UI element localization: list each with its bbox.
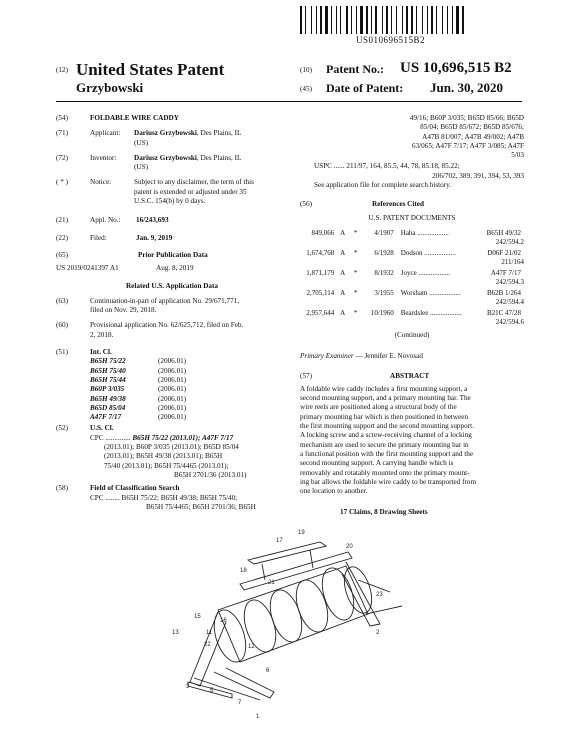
inventor-surname: Grzybowski [76, 80, 144, 95]
intcl-row [90, 357, 288, 366]
reference-name: Joyce .................. [400, 268, 450, 277]
barcode-bar [442, 6, 443, 34]
barcode-bar [409, 6, 410, 34]
intcl-code-value: B65H 49/38 [90, 394, 126, 403]
intcl-version: (2006.01) [158, 385, 187, 394]
barcode-number: US010696515B2 [356, 35, 426, 45]
classification-line: 49/16; B60P 3/035; B65D 85/66; B65D [409, 114, 524, 122]
applicant-name: Dariusz Grzybowski [134, 129, 197, 138]
abstract-line: primary mounting bar which is then positioned in between [300, 412, 469, 421]
reference-name: Worsham .................. [400, 288, 461, 297]
date-label: Date of Patent: [326, 81, 404, 95]
examiner-label: Primary Examiner [300, 352, 354, 361]
barcode-bar [358, 6, 359, 34]
reference-no: 1,871,179 [306, 268, 335, 277]
prior-pub-number: US 2019/0241397 A1 [56, 264, 119, 273]
notice-code: ( * ) [56, 178, 68, 187]
intcl-version: (2006.01) [158, 366, 187, 375]
intcl-row [90, 404, 288, 413]
patent-no-code: (10) [300, 66, 312, 74]
reference-star: * [353, 268, 358, 277]
barcode-bar [303, 6, 304, 34]
abstract-title: ABSTRACT [390, 371, 430, 380]
cont-line: filed on Nov. 29, 2018. [90, 306, 157, 315]
abstract-line: a functional position with the first mounting support and the [300, 449, 474, 458]
figure-label: 6 [266, 668, 270, 674]
notice-label: Notice: [90, 178, 112, 187]
cpc-line: B65H 2701/36 (2013.01) [174, 470, 247, 479]
barcode-bar [349, 6, 350, 34]
document-title: United States Patent [76, 60, 225, 79]
barcode-bar [460, 6, 461, 34]
refs-subtitle: U.S. PATENT DOCUMENTS [368, 213, 456, 222]
barcode-bar [369, 6, 370, 34]
figure-label: 22 [204, 642, 211, 648]
barcode-bar [427, 6, 428, 34]
figure-label: 3 [186, 684, 190, 690]
barcode-bar [406, 6, 408, 34]
patent-number: US 10,696,515 B2 [400, 60, 512, 76]
filed-date: Jan. 9, 2019 [136, 233, 173, 242]
reference-subclass: 242/594.4 [495, 297, 524, 306]
abstract-line: A foldable wire caddy includes a first mounting support, a [300, 384, 468, 393]
reference-kind: A [340, 288, 346, 297]
figure-label: 17 [276, 538, 283, 544]
barcode-bar [364, 6, 365, 34]
search-note: See application file for complete search history. [314, 181, 452, 190]
barcode-bar [416, 6, 417, 34]
barcode-bar [386, 6, 388, 34]
figure-label: 18 [240, 568, 247, 574]
uscl-title: U.S. Cl. [90, 424, 114, 433]
reference-star: * [353, 228, 358, 237]
date-code: (45) [300, 85, 312, 93]
barcode-bar [340, 6, 341, 34]
applicant-label: Applicant: [90, 129, 121, 138]
barcode-bar [382, 6, 383, 34]
field-title: Field of Classification Search [90, 484, 180, 493]
cont-line: Continuation-in-part of application No. 29/671,771, [90, 296, 240, 305]
reference-kind: A [340, 268, 346, 277]
notice-line: patent is extended or adjusted under 35 [134, 187, 247, 196]
reference-no: 2,957,644 [306, 308, 335, 317]
reference-name: Haha .................. [400, 228, 449, 237]
figure-label: 1 [256, 714, 260, 720]
cpc-line: 75/40 (2013.01); B65H 75/4465 (2013.01); [104, 461, 229, 470]
reference-kind: A [340, 228, 346, 237]
barcode-bar [313, 6, 315, 34]
reference-star: * [353, 248, 358, 257]
prior-pub-title: Prior Publication Data [138, 250, 208, 259]
cont-code: (63) [56, 296, 68, 305]
filed-code: (22) [56, 233, 68, 242]
classification-line: 5/03 [511, 151, 524, 160]
barcode-bar [436, 6, 437, 34]
reference-no: 2,705,114 [306, 288, 335, 297]
abstract-line: second mounting support, and a primary mounting bar. The [300, 394, 471, 403]
prov-line: Provisional application No. 62/625,712, filed on Feb. [90, 321, 244, 330]
applicant-code: (71) [56, 129, 68, 138]
figure-label: 13 [172, 630, 179, 636]
reference-date: 10/1960 [370, 308, 394, 317]
barcode-bar [378, 6, 381, 34]
intcl-row [90, 395, 288, 404]
reference-subclass: 211/164 [501, 257, 524, 266]
field-code: (58) [56, 484, 68, 493]
barcode-bar [393, 6, 395, 34]
claims-summary: 17 Claims, 8 Drawing Sheets [340, 508, 428, 516]
cpc-line: B65H 75/22 (2013.01); A47F 7/17 [132, 433, 234, 442]
carrying-handle [248, 542, 326, 564]
header-rule [56, 101, 522, 102]
appl-code: (21) [56, 216, 68, 225]
prior-pub-date: Aug. 8, 2019 [156, 264, 194, 273]
abstract-line: A locking screw and a screw-receiving channel of a locking [300, 431, 472, 440]
intcl-version: (2006.01) [158, 375, 187, 384]
appl-label: Appl. No.: [90, 216, 121, 225]
cpc-line: (2013.01); B65H 49/38 (2013.01); B65H [104, 452, 223, 461]
barcode-bar [331, 6, 332, 34]
intcl-list [56, 357, 288, 422]
reference-name: Beardslee .................. [400, 308, 462, 317]
reference-subclass: 242/594.3 [495, 277, 524, 286]
figure-label: 21 [268, 580, 275, 586]
intcl-version: (2006.01) [158, 394, 187, 403]
barcode-bar [305, 6, 306, 34]
barcode-bar [318, 6, 319, 34]
barcode-bar [402, 6, 403, 34]
prior-code: (65) [56, 250, 68, 259]
intcl-row [90, 385, 288, 394]
abstract-text [300, 385, 524, 497]
reference-kind: A [340, 308, 346, 317]
title-code: (54) [56, 114, 68, 122]
barcode-bar [307, 6, 310, 34]
abstract-line: wire reels are positioned along a structural body of the [300, 403, 457, 412]
examiner-separator: — [353, 352, 365, 361]
figure-label: 5 [210, 688, 214, 694]
barcode-bar [454, 6, 455, 34]
reference-no: 1,674,768 [306, 248, 335, 257]
figure-label: 20 [346, 544, 353, 550]
barcode-bar [360, 6, 363, 34]
barcode-bar [375, 6, 377, 34]
classification-line: 63/065; A47F 7/17; A47F 3/085; A47F [411, 141, 524, 150]
intcl-version: (2006.01) [158, 413, 187, 422]
barcode [300, 6, 490, 34]
reference-row [300, 229, 524, 238]
barcode-bar [323, 6, 324, 34]
intcl-title: Int. Cl. [90, 348, 112, 357]
intcl-code-value: B60P 3/035 [90, 385, 125, 394]
field-cpc-line: CPC ........ B65H 75/22; B65H 49/38; B65H 75/40; [90, 493, 238, 502]
figure-label: 2 [376, 630, 380, 636]
barcode-bar [329, 6, 330, 34]
inventor-label: Inventor: [90, 153, 117, 162]
patent-no-label: Patent No.: [326, 62, 384, 76]
reference-star: * [353, 308, 358, 317]
barcode-bar [404, 6, 405, 34]
intcl-version: (2006.01) [158, 357, 187, 366]
reference-cls: B65H 49/32 [486, 228, 521, 237]
patent-date: Jun. 30, 2020 [430, 80, 503, 95]
figure-label: 19 [298, 530, 305, 536]
barcode-bar [418, 6, 421, 34]
intcl-row [90, 367, 288, 376]
barcode-bar [300, 6, 302, 34]
intcl-row [90, 376, 288, 385]
figure-label: 15 [194, 614, 201, 620]
barcode-bar [422, 6, 423, 34]
barcode-bar [342, 6, 345, 34]
reference-name: Dodson .................. [400, 248, 456, 257]
inventor-location: , Des Plains, IL [196, 153, 242, 162]
barcode-bar [373, 6, 374, 34]
figure-label: 16 [220, 618, 227, 624]
intcl-code-value: A47F 7/17 [90, 413, 122, 422]
barcode-bar [452, 6, 453, 34]
barcode-bar [356, 6, 357, 34]
figure-label: 23 [376, 592, 383, 598]
abstract-line: removably and rotatably mounted onto the primary mount- [300, 468, 470, 477]
barcode-bar [449, 6, 451, 34]
reference-row [300, 269, 524, 278]
reference-date: 3/1955 [374, 288, 394, 297]
abstract-code: (57) [300, 371, 312, 380]
barcode-bar [434, 6, 435, 34]
continued-note: (Continued) [394, 330, 430, 339]
intcl-code-value: B65D 85/04 [90, 403, 126, 412]
cpc-line: (2013.01); B60P 3/035 (2013.01); B65D 85/04 [104, 443, 239, 452]
application-number: 16/243,693 [136, 216, 169, 225]
reference-star: * [353, 288, 358, 297]
barcode-bar [447, 6, 448, 34]
notice-line: U.S.C. 154(b) by 0 days. [134, 197, 206, 206]
reference-row [300, 249, 524, 258]
prov-code: (60) [56, 321, 68, 330]
barcode-bar [333, 6, 335, 34]
applicant-country: (US) [134, 138, 148, 147]
reference-date: 8/1932 [374, 268, 394, 277]
barcode-bar [336, 6, 337, 34]
patent-drawing [170, 522, 410, 722]
barcode-bar [325, 6, 328, 34]
barcode-bar [444, 6, 446, 34]
abstract-line: the first mounting support and the second mounting support. [300, 422, 474, 431]
figure-label: 11 [206, 630, 213, 636]
examiner-name: Jennifer E. Novosad [364, 352, 423, 361]
applicant-location: , Des Plains, IL [196, 129, 242, 138]
barcode-bar [396, 6, 397, 34]
barcode-bar [429, 6, 430, 34]
barcode-bar [398, 6, 401, 34]
cpc-label: CPC .............. [90, 433, 131, 442]
first-mounting-support [190, 612, 274, 700]
reference-row [300, 309, 524, 318]
reference-cls: D06F 21/02 [487, 248, 521, 257]
reference-kind: A [340, 248, 346, 257]
barcode-bar [456, 6, 459, 34]
barcode-bar [391, 6, 392, 34]
reference-cls: A47F 7/17 [490, 268, 521, 277]
right-column [300, 114, 524, 496]
prov-line: 2, 2018. [90, 330, 114, 339]
barcode-bar [462, 6, 464, 34]
field-cpc-line: B65H 75/4465; B65H 2701/36; B65H [146, 502, 256, 511]
intcl-code-value: B65H 75/22 [90, 357, 126, 366]
barcode-bar [414, 6, 415, 34]
reference-date: 4/1907 [374, 228, 394, 237]
inventor-code: (72) [56, 153, 68, 162]
abstract-line: second mounting support. A carrying handle which is [300, 459, 454, 468]
intcl-code-value: B65H 75/44 [90, 375, 126, 384]
related-title: Related U.S. Application Data [125, 281, 219, 290]
barcode-bar [320, 6, 322, 34]
uspc-line: 211/97, 164, 85.5, 44, 78, 85.18, 85.22; [346, 162, 460, 171]
intcl-code: (51) [56, 348, 68, 357]
barcode-bar [384, 6, 385, 34]
barcode-bar [411, 6, 413, 34]
uspc-label: USPC ...... [314, 162, 345, 171]
notice-line: Subject to any disclaimer, the term of this [134, 178, 254, 187]
barcode-bar [438, 6, 441, 34]
refs-code: (56) [300, 200, 312, 209]
figure-label: 12 [248, 644, 255, 650]
barcode-bar [389, 6, 390, 34]
reference-date: 6/1928 [374, 248, 394, 257]
invention-title: FOLDABLE WIRE CADDY [90, 114, 179, 122]
inventor-name: Dariusz Grzybowski [134, 153, 197, 162]
figure-label: 7 [238, 700, 242, 706]
uspc-line: 206/702, 389, 391, 394, 53, 393 [432, 171, 524, 180]
reference-cls: B62B 1/264 [486, 288, 521, 297]
barcode-bar [424, 6, 426, 34]
barcode-bar [366, 6, 368, 34]
classification-line: 85/04; B65D 85/672; B65D 85/676; [420, 123, 524, 132]
abstract-line: ing bar allows the foldable wire caddy to be transported from [300, 477, 477, 486]
intcl-version: (2006.01) [158, 403, 187, 412]
refs-title: References Cited [372, 200, 424, 209]
reference-no: 849,066 [311, 228, 335, 237]
barcode-bar [338, 6, 339, 34]
reel [208, 606, 251, 666]
intcl-code-value: B65H 75/40 [90, 366, 126, 375]
references-list [300, 229, 524, 327]
barcode-bar [465, 6, 466, 34]
left-column [56, 114, 288, 512]
reference-subclass: 242/594.2 [495, 237, 524, 246]
barcode-bar [371, 6, 372, 34]
barcode-bar [431, 6, 433, 34]
intcl-row [90, 413, 288, 422]
barcode-bar [316, 6, 317, 34]
reference-cls: B21C 47/28 [486, 308, 521, 317]
filed-label: Filed: [90, 233, 107, 242]
reference-row [300, 289, 524, 298]
barcode-bar [311, 6, 312, 34]
barcode-bar [346, 6, 348, 34]
abstract-line: one location to another. [300, 487, 368, 496]
uscl-code: (52) [56, 424, 68, 433]
abstract-line: mechanism are used to secure the primary mounting bar in [300, 440, 469, 449]
kind-code: (12) [56, 66, 68, 74]
inventor-country: (US) [134, 163, 148, 172]
reference-subclass: 242/594.6 [495, 317, 524, 326]
barcode-bar [353, 6, 355, 34]
barcode-bar [351, 6, 352, 34]
classification-line: A47B 81/007; A47B 49/002; A47B [422, 132, 524, 141]
